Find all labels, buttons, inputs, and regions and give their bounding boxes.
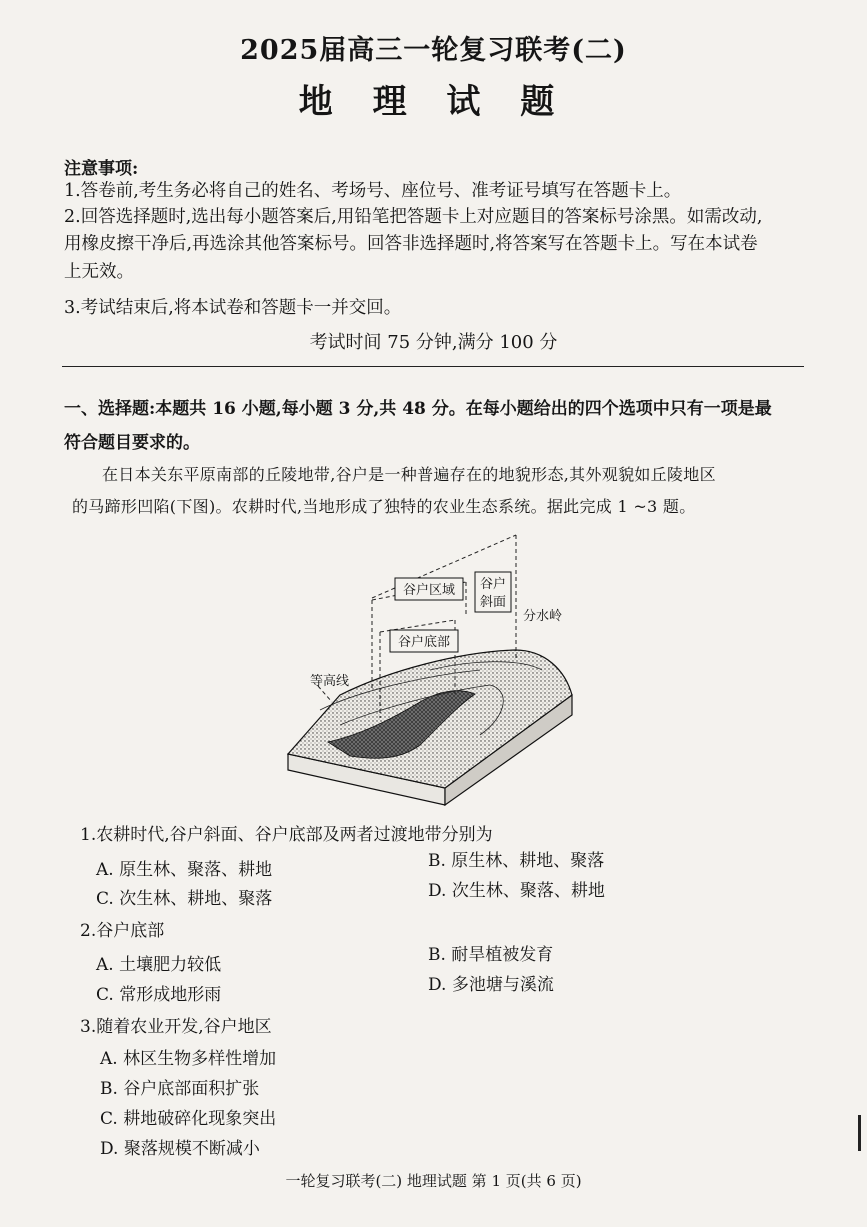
intro-line-2: 的马蹄形凹陷(下图)。农耕时代,当地形成了独特的农业生态系统。据此完成 1 ~3 题。 (72, 497, 696, 516)
exam-title: 2025届高三一轮复习联考(二) (240, 35, 627, 66)
section-heading-line-1: 一、选择题:本题共 16 小题,每小题 3 分,共 48 分。在每小题给出的四个选项中只有一项是最 (64, 399, 772, 419)
question-3-option-a: A. 林区生物多样性增加 (100, 1049, 277, 1069)
question-3-stem: 3.随着农业开发,谷户地区 (80, 1017, 272, 1037)
valley-area-label: 谷户区域 (402, 583, 456, 598)
notice-heading: 注意事项: (64, 159, 139, 179)
valley-slope-label-1: 谷户 (479, 577, 507, 592)
page-footer: 一轮复习联考(二) 地理试题 第 1 页(共 6 页) (285, 1172, 582, 1190)
question-2-option-b: B. 耐旱植被发育 (428, 945, 554, 965)
watershed-label: 分水岭 (523, 609, 563, 624)
scan-edge-mark (858, 1115, 861, 1151)
notice-line-1: 1.答卷前,考生务必将自己的姓名、考场号、座位号、准考证号填写在答题卡上。 (64, 181, 682, 201)
notice-line-3: 用橡皮擦干净后,再选涂其他答案标号。回答非选择题时,将答案写在答题卡上。写在本试卷 (64, 234, 758, 254)
valley-diagram-svg (280, 520, 600, 810)
question-1-option-d: D. 次生林、聚落、耕地 (428, 881, 605, 901)
notice-line-2: 2.回答选择题时,选出每小题答案后,用铅笔把答题卡上对应题目的答案标号涂黑。如需改动, (64, 207, 763, 227)
question-2-option-c: C. 常形成地形雨 (96, 985, 222, 1005)
contour-label: 等高线 (310, 674, 350, 689)
question-3-option-c: C. 耕地破碎化现象突出 (100, 1109, 277, 1129)
valley-bottom-label: 谷户底部 (397, 635, 451, 650)
intro-line-1: 在日本关东平原南部的丘陵地带,谷户是一种普遍存在的地貌形态,其外观貌如丘陵地区 (102, 465, 716, 484)
exam-time: 考试时间 75 分钟,满分 100 分 (309, 332, 558, 353)
question-3-option-d: D. 聚落规模不断减小 (100, 1139, 260, 1159)
question-2-option-a: A. 土壤肥力较低 (96, 955, 222, 975)
notice-line-5: 3.考试结束后,将本试卷和答题卡一并交回。 (64, 298, 402, 318)
subject-title: 地 理 试 题 (298, 82, 569, 122)
question-1-option-c: C. 次生林、耕地、聚落 (96, 889, 273, 909)
question-1-option-b: B. 原生林、耕地、聚落 (428, 851, 605, 871)
divider (62, 366, 804, 367)
question-3-option-b: B. 谷户底部面积扩张 (100, 1079, 260, 1099)
question-2-option-d: D. 多池塘与溪流 (428, 975, 554, 995)
valley-diagram (280, 520, 600, 810)
valley-slope-label-2: 斜面 (479, 595, 507, 610)
section-heading-line-2: 符合题目要求的。 (64, 433, 200, 453)
notice-line-4: 上无效。 (64, 262, 134, 282)
question-1-stem: 1.农耕时代,谷户斜面、谷户底部及两者过渡地带分别为 (80, 825, 493, 845)
question-2-stem: 2.谷户底部 (80, 921, 165, 941)
question-1-option-a: A. 原生林、聚落、耕地 (96, 860, 273, 880)
